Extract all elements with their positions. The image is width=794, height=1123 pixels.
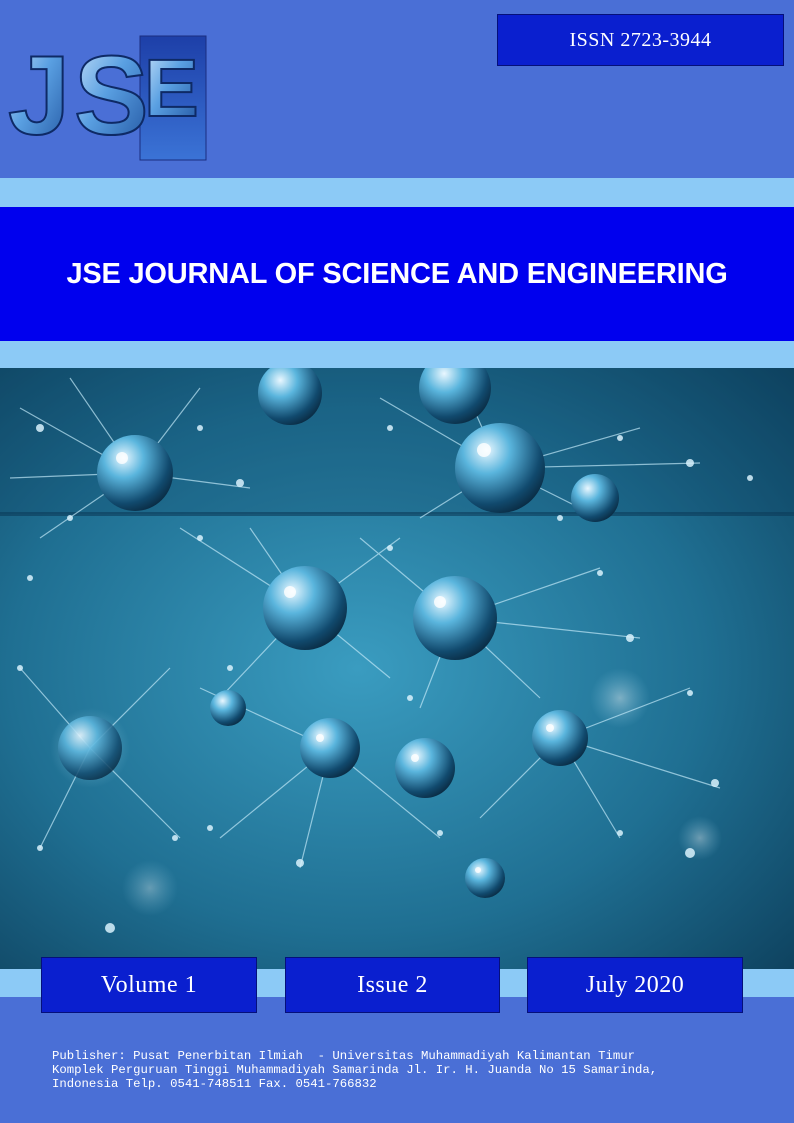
issn-box <box>497 14 784 66</box>
publisher-line-3: Indonesia Telp. 0541-748511 Fax. 0541-766832 <box>52 1077 377 1091</box>
title-band <box>0 207 794 341</box>
svg-text:J: J <box>8 33 71 158</box>
cover-photo <box>0 368 794 969</box>
volume-label: Volume 1 <box>100 971 198 998</box>
date-box <box>527 957 743 1013</box>
publisher-line-1: Publisher: Pusat Penerbitan Ilmiah - Universitas Muhammadiyah Kalimantan Timur <box>52 1049 635 1063</box>
volume-box <box>41 957 257 1013</box>
issue-info-row <box>0 957 794 1013</box>
journal-title: JSE JOURNAL OF SCIENCE AND ENGINEERING <box>66 257 728 290</box>
date-label: July 2020 <box>585 971 685 998</box>
issue-label: Issue 2 <box>357 971 428 998</box>
decorative-stripe-top <box>0 178 794 207</box>
issue-box <box>285 957 500 1013</box>
svg-text:E: E <box>144 43 199 134</box>
publisher-line-2: Komplek Perguruan Tinggi Muhammadiyah Samarinda Jl. Ir. H. Juanda No 15 Samarinda, <box>52 1063 658 1077</box>
svg-text:S: S <box>74 33 149 158</box>
issn-text: ISSN 2723-3944 <box>569 28 712 51</box>
publisher-info <box>52 1049 772 1091</box>
decorative-stripe-bottom <box>0 341 794 368</box>
dew-drops-on-dandelion-seeds-icon <box>0 368 794 969</box>
jse-logo <box>6 30 211 162</box>
